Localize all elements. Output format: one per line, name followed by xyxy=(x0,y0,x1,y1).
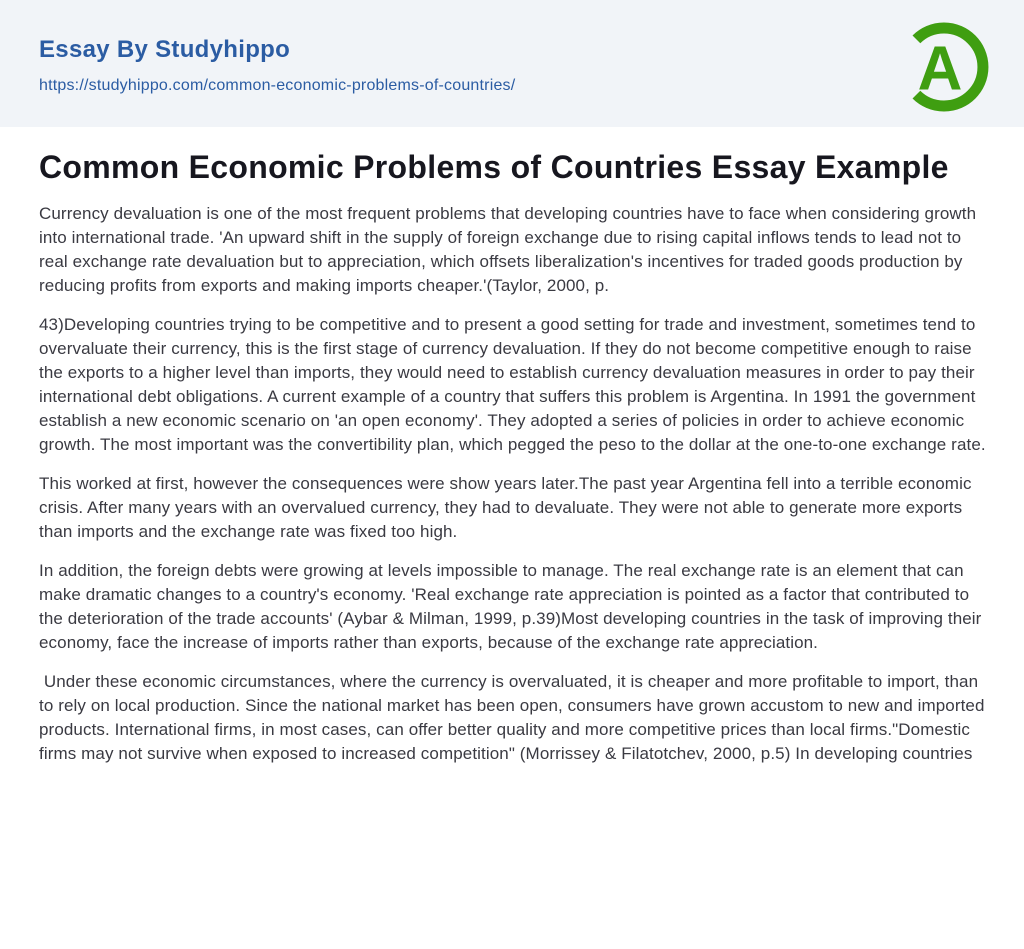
site-title: Essay By Studyhippo xyxy=(39,36,291,63)
essay-paragraph-2: 43)Developing countries trying to be competitive and to present a good setting for trade and investment, sometimes tend to overvaluate their currency, this is the first stage of currency devaluation. If they do not become competitive enough to raise the exports to a higher level than imports, they would need to establish currency devaluation measures in order to pay their international debt obligations. A current example of a country that suffers this problem is Argentina. In 1991 the government establish a new economic scenario on 'an open economy'. They adopted a series of policies in order to achieve economic growth. The most important was the convertibility plan, which pegged the peso to the dollar at the one-to-one exchange rate. xyxy=(39,315,986,455)
essay-paragraph-3: This worked at first, however the consequences were show years later.The past year Argentina fell into a terrible economic crisis. After many years with an overvalued currency, they had to devaluate. They were not able to generate more exports than imports and the exchange rate was fixed too high. xyxy=(39,474,977,542)
studyhippo-logo xyxy=(898,21,990,113)
essay-content xyxy=(0,127,1024,806)
essay-paragraph-4: In addition, the foreign debts were growing at levels impossible to manage. The real exchange rate is an element that can make dramatic changes to a country's economy. 'Real exchange rate appreciation is pointed as a factor that contributed to the deterioration of the trade accounts' (Aybar & Milman, 1999, p.39)Most developing countries in the task of improving their economy, face the increase of imports rather than exports, because of the exchange rate appreciation. xyxy=(39,561,987,653)
header-text-block xyxy=(39,36,515,95)
page-header xyxy=(0,0,1024,127)
essay-paragraph-5: Under these economic circumstances, where the currency is overvaluated, it is cheaper and more profitable to import, than to rely on local production. Since the national market has been open, consumers have grown accustom to new and imported products. International firms, in most cases, can offer better quality and more competitive prices than local firms."Domestic firms may not survive when exposed to increased competition" (Morrissey & Filatotchev, 2000, p.5) In developing countries xyxy=(39,672,990,764)
essay-paragraph-1: Currency devaluation is one of the most frequent problems that developing countries have to face when considering growth into international trade. 'An upward shift in the supply of foreign exchange due to rising capital inflows tends to lead not to real exchange rate devaluation but to appreciation, which offsets liberalization's incentives for traded goods production by reducing profits from exports and making imports cheaper.'(Taylor, 2000, p. xyxy=(39,204,981,296)
essay-title: Common Economic Problems of Countries Essay Example xyxy=(39,149,949,185)
page-url-link[interactable]: https://studyhippo.com/common-economic-problems-of-countries/ xyxy=(39,77,516,94)
logo-letter: A xyxy=(917,34,963,103)
